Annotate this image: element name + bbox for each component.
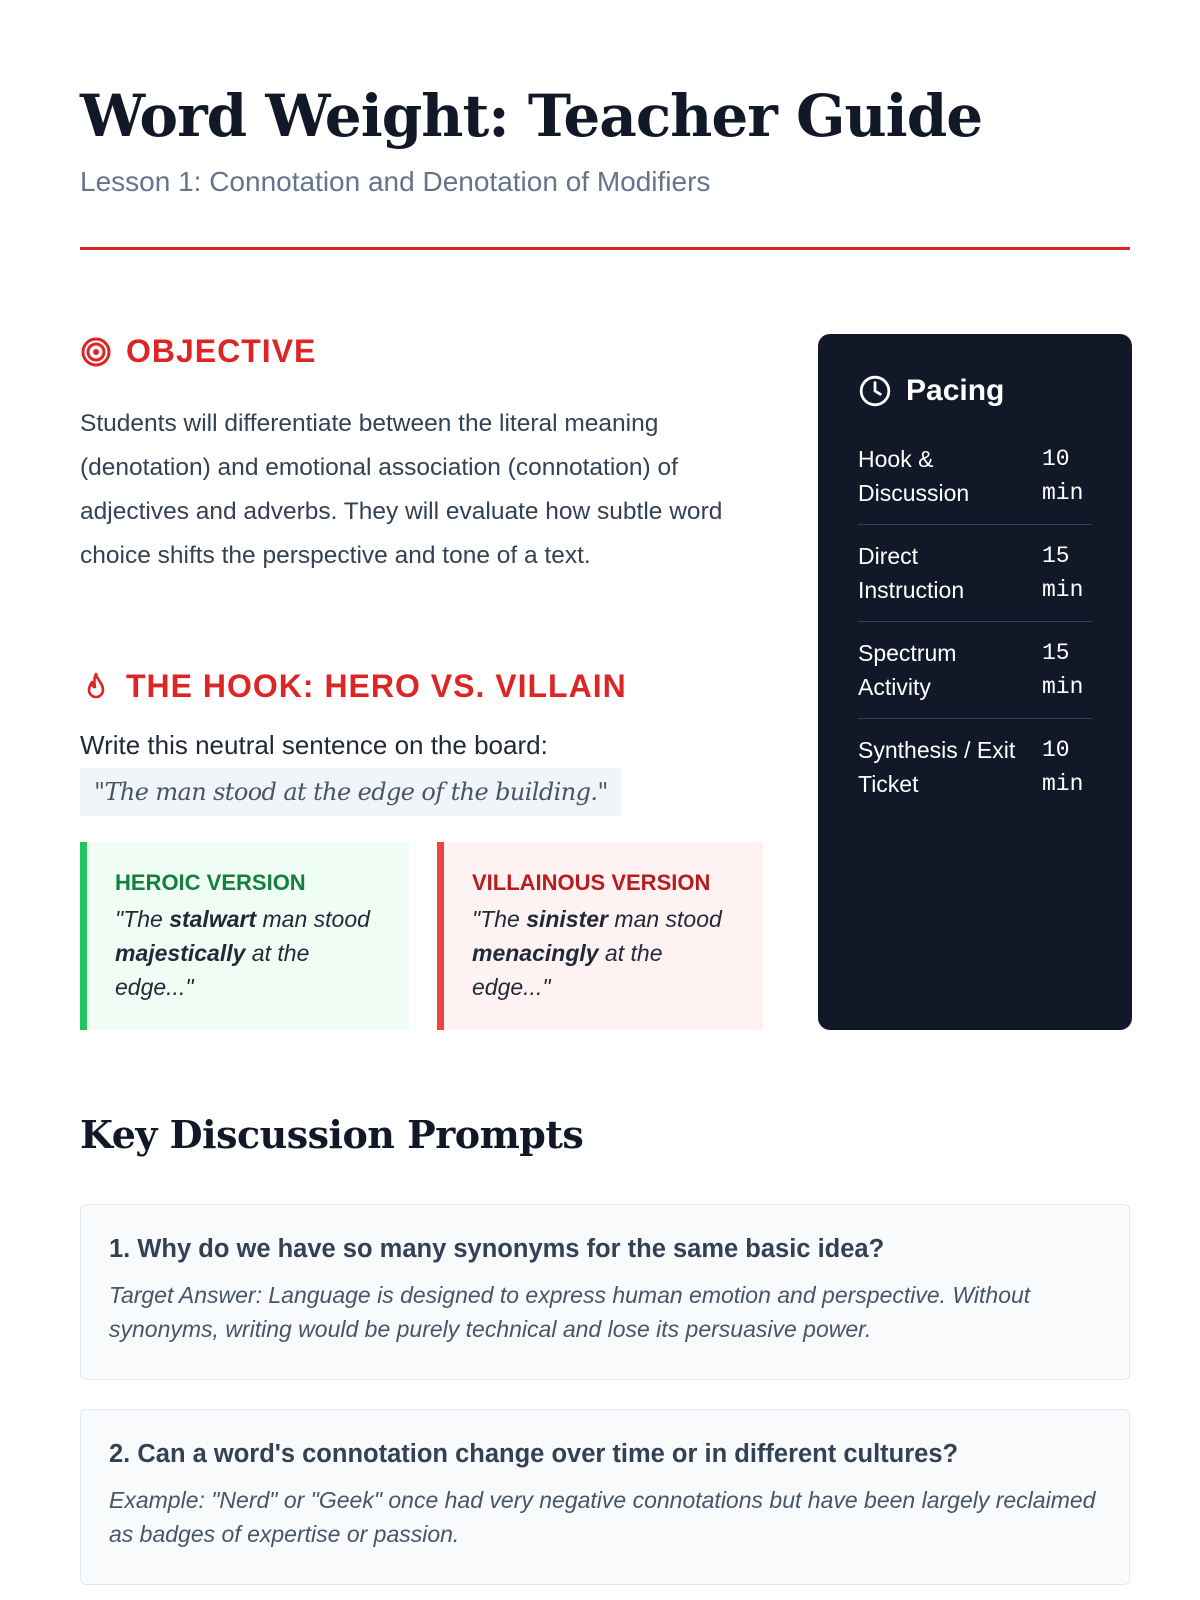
pacing-activity: Hook & Discussion xyxy=(858,446,970,506)
pacing-row xyxy=(858,719,1092,815)
heroic-version-text: "The stalwart man stood majestically at the edge..." xyxy=(115,906,370,1000)
clock-icon xyxy=(858,374,892,408)
heroic-adjective: stalwart xyxy=(169,906,257,932)
flame-icon xyxy=(80,671,112,703)
hook-heading xyxy=(80,668,627,705)
pacing-row xyxy=(858,622,1092,719)
pacing-heading xyxy=(858,374,1092,408)
prompt-question: 1. Why do we have so many synonyms for the same basic idea? xyxy=(109,1235,885,1263)
prompts-heading: Key Discussion Prompts xyxy=(80,1112,584,1157)
pacing-panel xyxy=(818,334,1132,1030)
pacing-row xyxy=(858,428,1092,525)
objective-text: Students will differentiate between the literal meaning (denotation) and emotional association (connotation) of adjectives and adverbs. They will evaluate how subtle word choice shifts the perspective and tone of a text. xyxy=(80,410,723,569)
pacing-duration: 10 min xyxy=(1042,446,1084,506)
heroic-version-label: HEROIC VERSION xyxy=(115,870,306,895)
prompt-answer: Example: "Nerd" or "Geek" once had very negative connotations but have been largely reclaimed as badges of expertise or passion. xyxy=(109,1487,1096,1547)
hook-heading-label: THE HOOK: HERO VS. VILLAIN xyxy=(126,668,627,704)
prompt-question: 2. Can a word's connotation change over time or in different cultures? xyxy=(109,1440,959,1468)
villainous-adverb: menacingly xyxy=(472,940,599,966)
villainous-version-text: "The sinister man stood menacingly at the edge..." xyxy=(472,906,722,1000)
prompt-answer: Target Answer: Language is designed to express human emotion and perspective. Without synonyms, writing would be purely technical and lose its persuasive power. xyxy=(109,1282,1031,1342)
pacing-title: Pacing xyxy=(906,374,1005,407)
header-divider xyxy=(80,247,1130,250)
pacing-activity: Direct Instruction xyxy=(858,543,965,603)
pacing-duration: 15 min xyxy=(1042,640,1084,700)
objective-heading-label: OBJECTIVE xyxy=(126,333,317,369)
villainous-adjective: sinister xyxy=(526,906,609,932)
prompt-card xyxy=(80,1204,1130,1380)
hook-intro: Write this neutral sentence on the board: xyxy=(80,730,548,760)
pacing-row xyxy=(858,525,1092,622)
page-subtitle: Lesson 1: Connotation and Denotation of Modifiers xyxy=(80,166,711,197)
prompt-card xyxy=(80,1409,1130,1585)
pacing-duration: 15 min xyxy=(1042,543,1084,603)
pacing-activity: Spectrum Activity xyxy=(858,640,957,700)
villainous-version-card xyxy=(437,842,763,1030)
pacing-duration: 10 min xyxy=(1042,737,1084,797)
pacing-activity: Synthesis / Exit Ticket xyxy=(858,737,1016,797)
villainous-version-label: VILLAINOUS VERSION xyxy=(472,870,711,895)
heroic-adverb: majestically xyxy=(115,940,246,966)
target-icon xyxy=(80,336,112,368)
heroic-version-card xyxy=(80,842,409,1030)
objective-heading xyxy=(80,333,316,370)
neutral-sentence: "The man stood at the edge of the building." xyxy=(80,768,622,816)
page-title: Word Weight: Teacher Guide xyxy=(80,82,983,150)
